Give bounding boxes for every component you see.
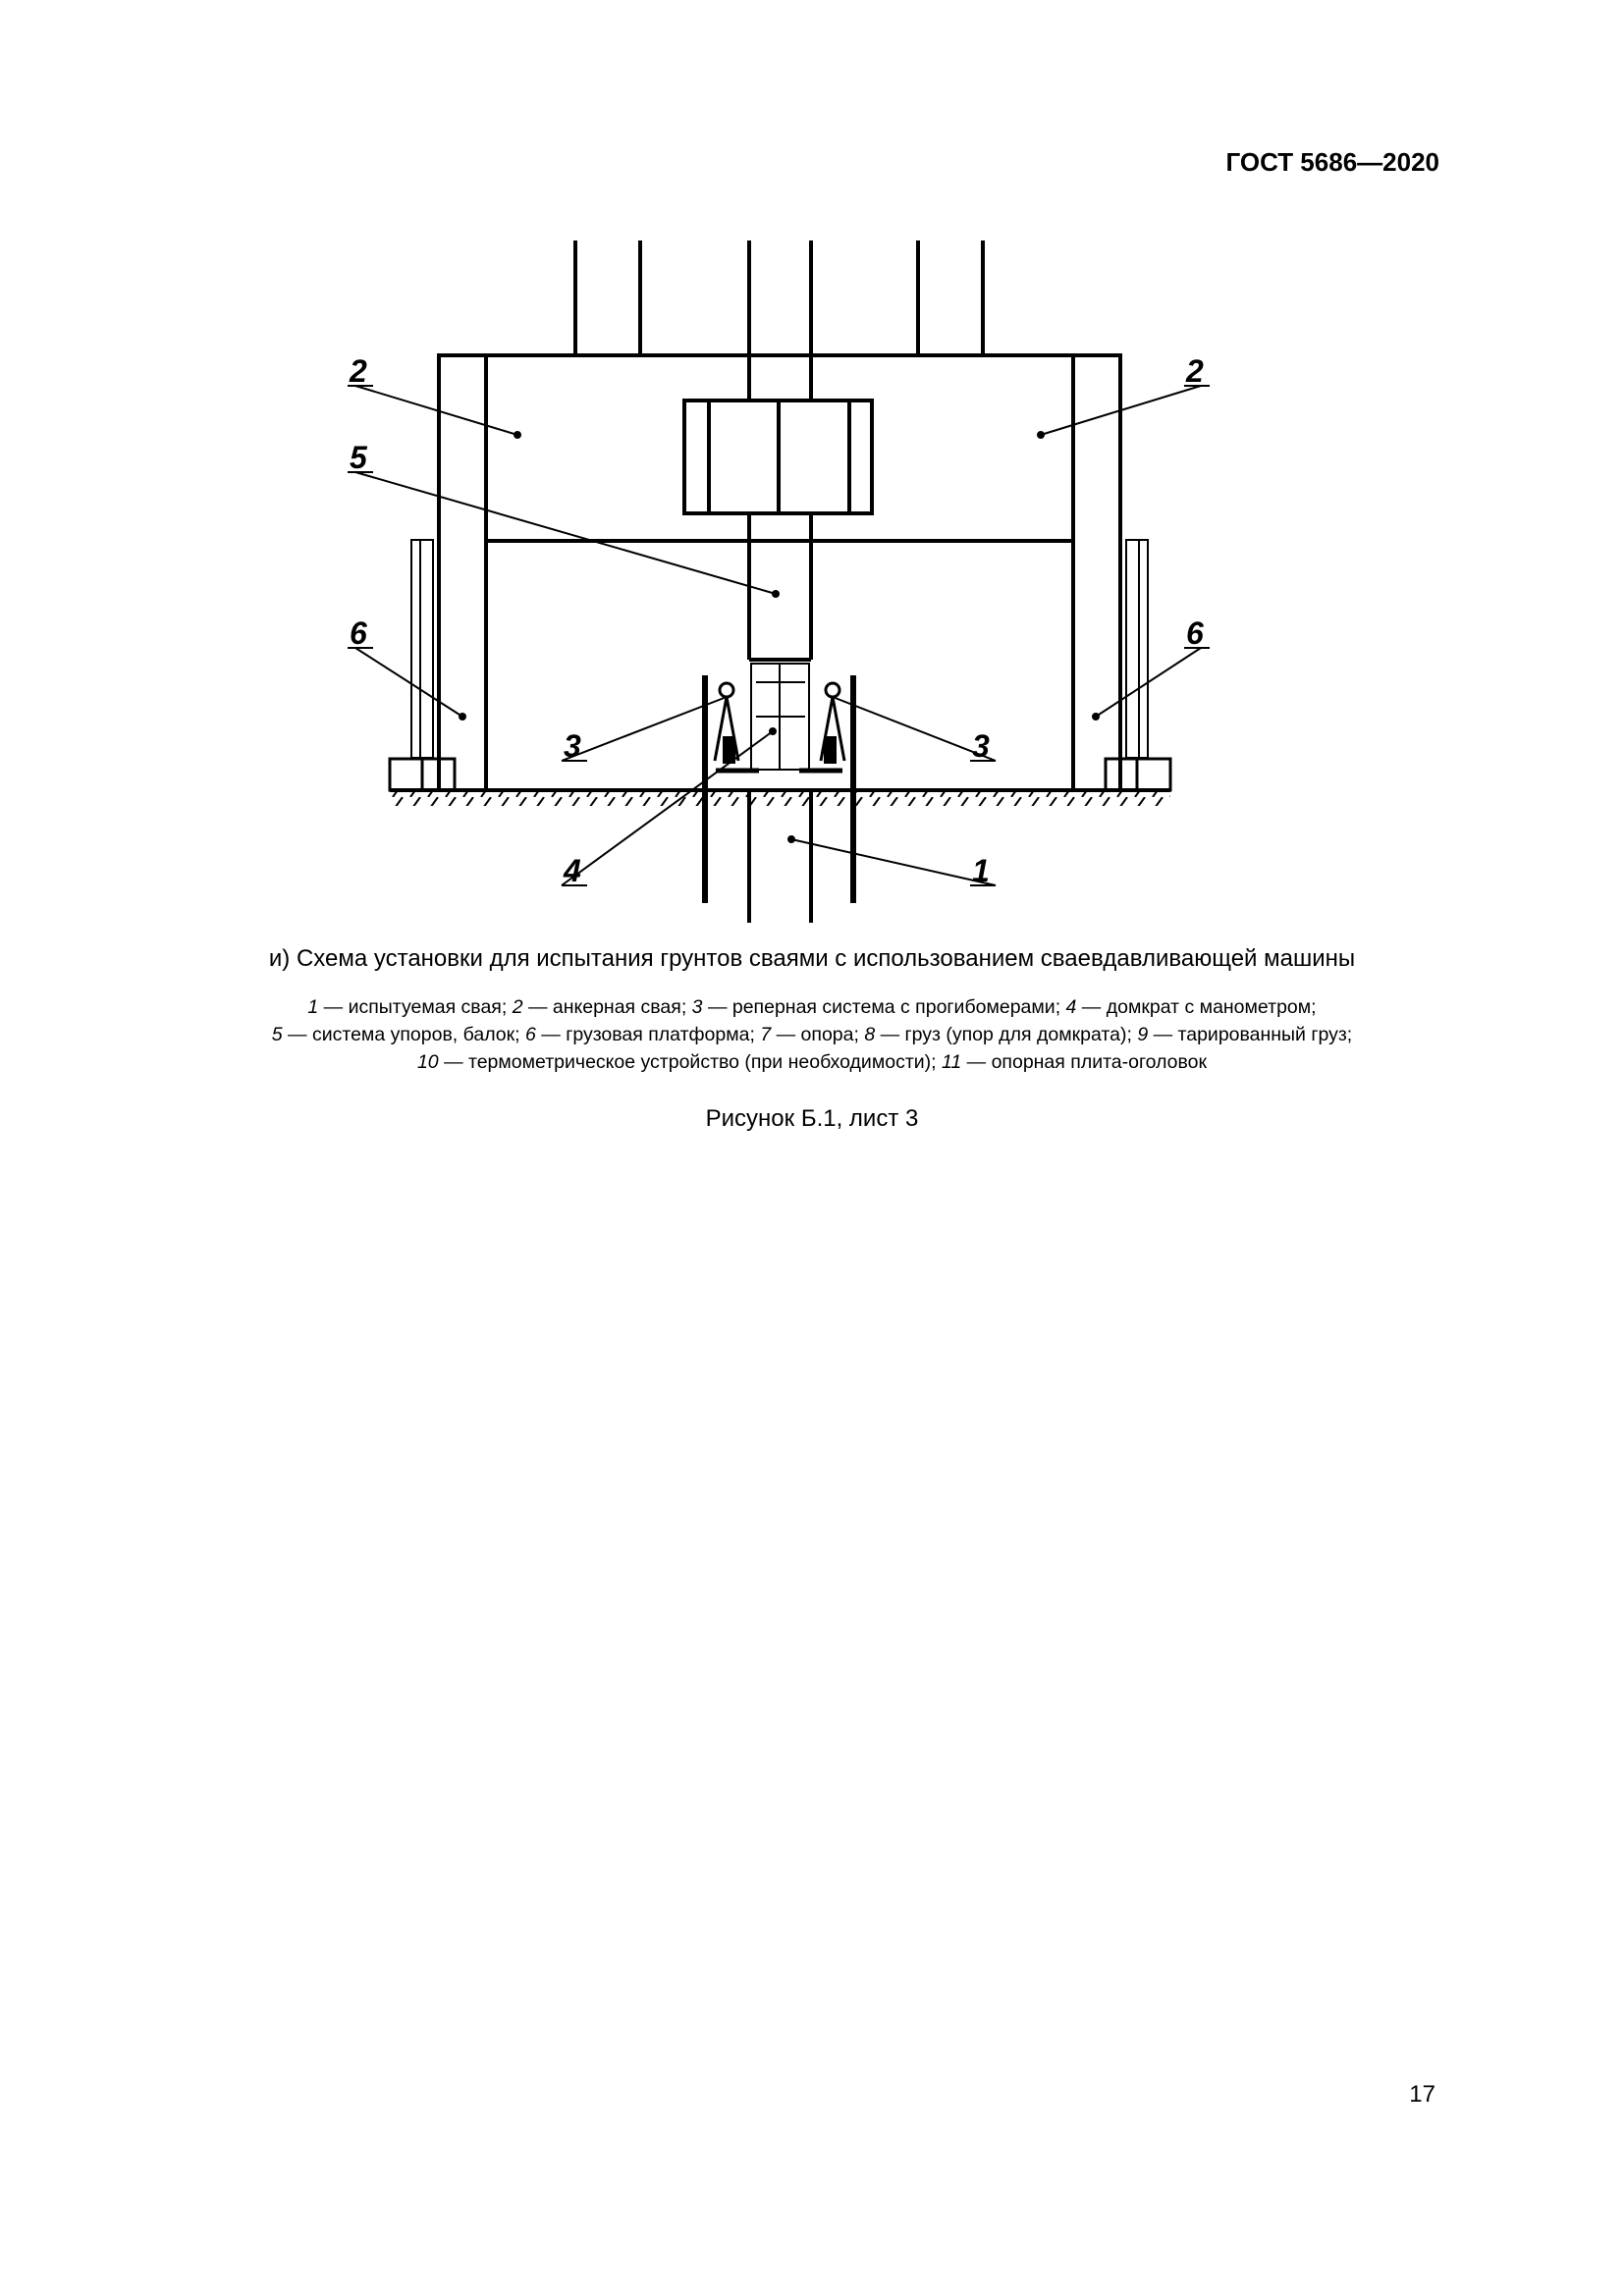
- legend-num: 4: [1065, 996, 1077, 1018]
- label-anchor-pile-right: 2: [1186, 353, 1204, 389]
- label-load-platform-left: 6: [350, 615, 367, 651]
- ground-hatch: [390, 792, 1170, 806]
- legend-num: 9: [1137, 1024, 1149, 1045]
- legend-num: 10: [416, 1051, 439, 1073]
- legend-text: — опора;: [771, 1024, 865, 1045]
- legend-num: 5: [271, 1024, 283, 1045]
- anchor-pile-left: [439, 355, 486, 790]
- legend-text: — грузовая платформа;: [535, 1024, 761, 1045]
- label-jack: 4: [564, 853, 581, 888]
- legend-line-3: [0, 1048, 1624, 1076]
- anchor-pile-right: [1073, 355, 1120, 790]
- legend-text: — термометрическое устройство (при необходимости);: [438, 1051, 942, 1073]
- label-beam-system: 5: [350, 440, 367, 475]
- legend-text: — система упоров, балок;: [282, 1024, 526, 1045]
- legend-num: 7: [760, 1024, 772, 1045]
- legend-text: — опорная плита-оголовок: [961, 1051, 1208, 1073]
- pile-test-scheme-figure: [0, 0, 1624, 942]
- label-anchor-pile-left: 2: [350, 353, 367, 389]
- legend-num: 1: [307, 996, 319, 1018]
- legend-num: 3: [691, 996, 703, 1018]
- page-number: 17: [1409, 2081, 1435, 2108]
- legend-num: 2: [512, 996, 523, 1018]
- legend-text: — анкерная свая;: [522, 996, 692, 1018]
- label-reference-right: 3: [972, 728, 990, 764]
- figure-legend: [0, 993, 1624, 1076]
- legend-text: — груз (упор для домкрата);: [875, 1024, 1138, 1045]
- legend-line-1: [0, 993, 1624, 1021]
- load-platform-right: [1126, 540, 1148, 758]
- legend-text: — домкрат с манометром;: [1076, 996, 1317, 1018]
- legend-text: — тарированный груз;: [1148, 1024, 1353, 1045]
- label-reference-left: 3: [564, 728, 581, 764]
- gauge-pivot-right: [826, 683, 839, 697]
- legend-num: 11: [941, 1051, 962, 1073]
- gauge-pivot-left: [720, 683, 733, 697]
- document-code: ГОСТ 5686—2020: [1225, 147, 1439, 177]
- label-load-platform-right: 6: [1186, 615, 1204, 651]
- figure-title: Рисунок Б.1, лист 3: [705, 1105, 919, 1132]
- figure-subcaption: и) Схема установки для испытания грунтов сваями с использованием сваевдавливающей машины: [268, 945, 1356, 972]
- load-platform-left: [411, 540, 433, 758]
- legend-text: — реперная система с прогибомерами;: [702, 996, 1066, 1018]
- legend-line-2: [0, 1021, 1624, 1048]
- legend-num: 8: [864, 1024, 876, 1045]
- label-test-pile: 1: [972, 853, 990, 888]
- legend-text: — испытуемая свая;: [318, 996, 513, 1018]
- legend-num: 6: [525, 1024, 536, 1045]
